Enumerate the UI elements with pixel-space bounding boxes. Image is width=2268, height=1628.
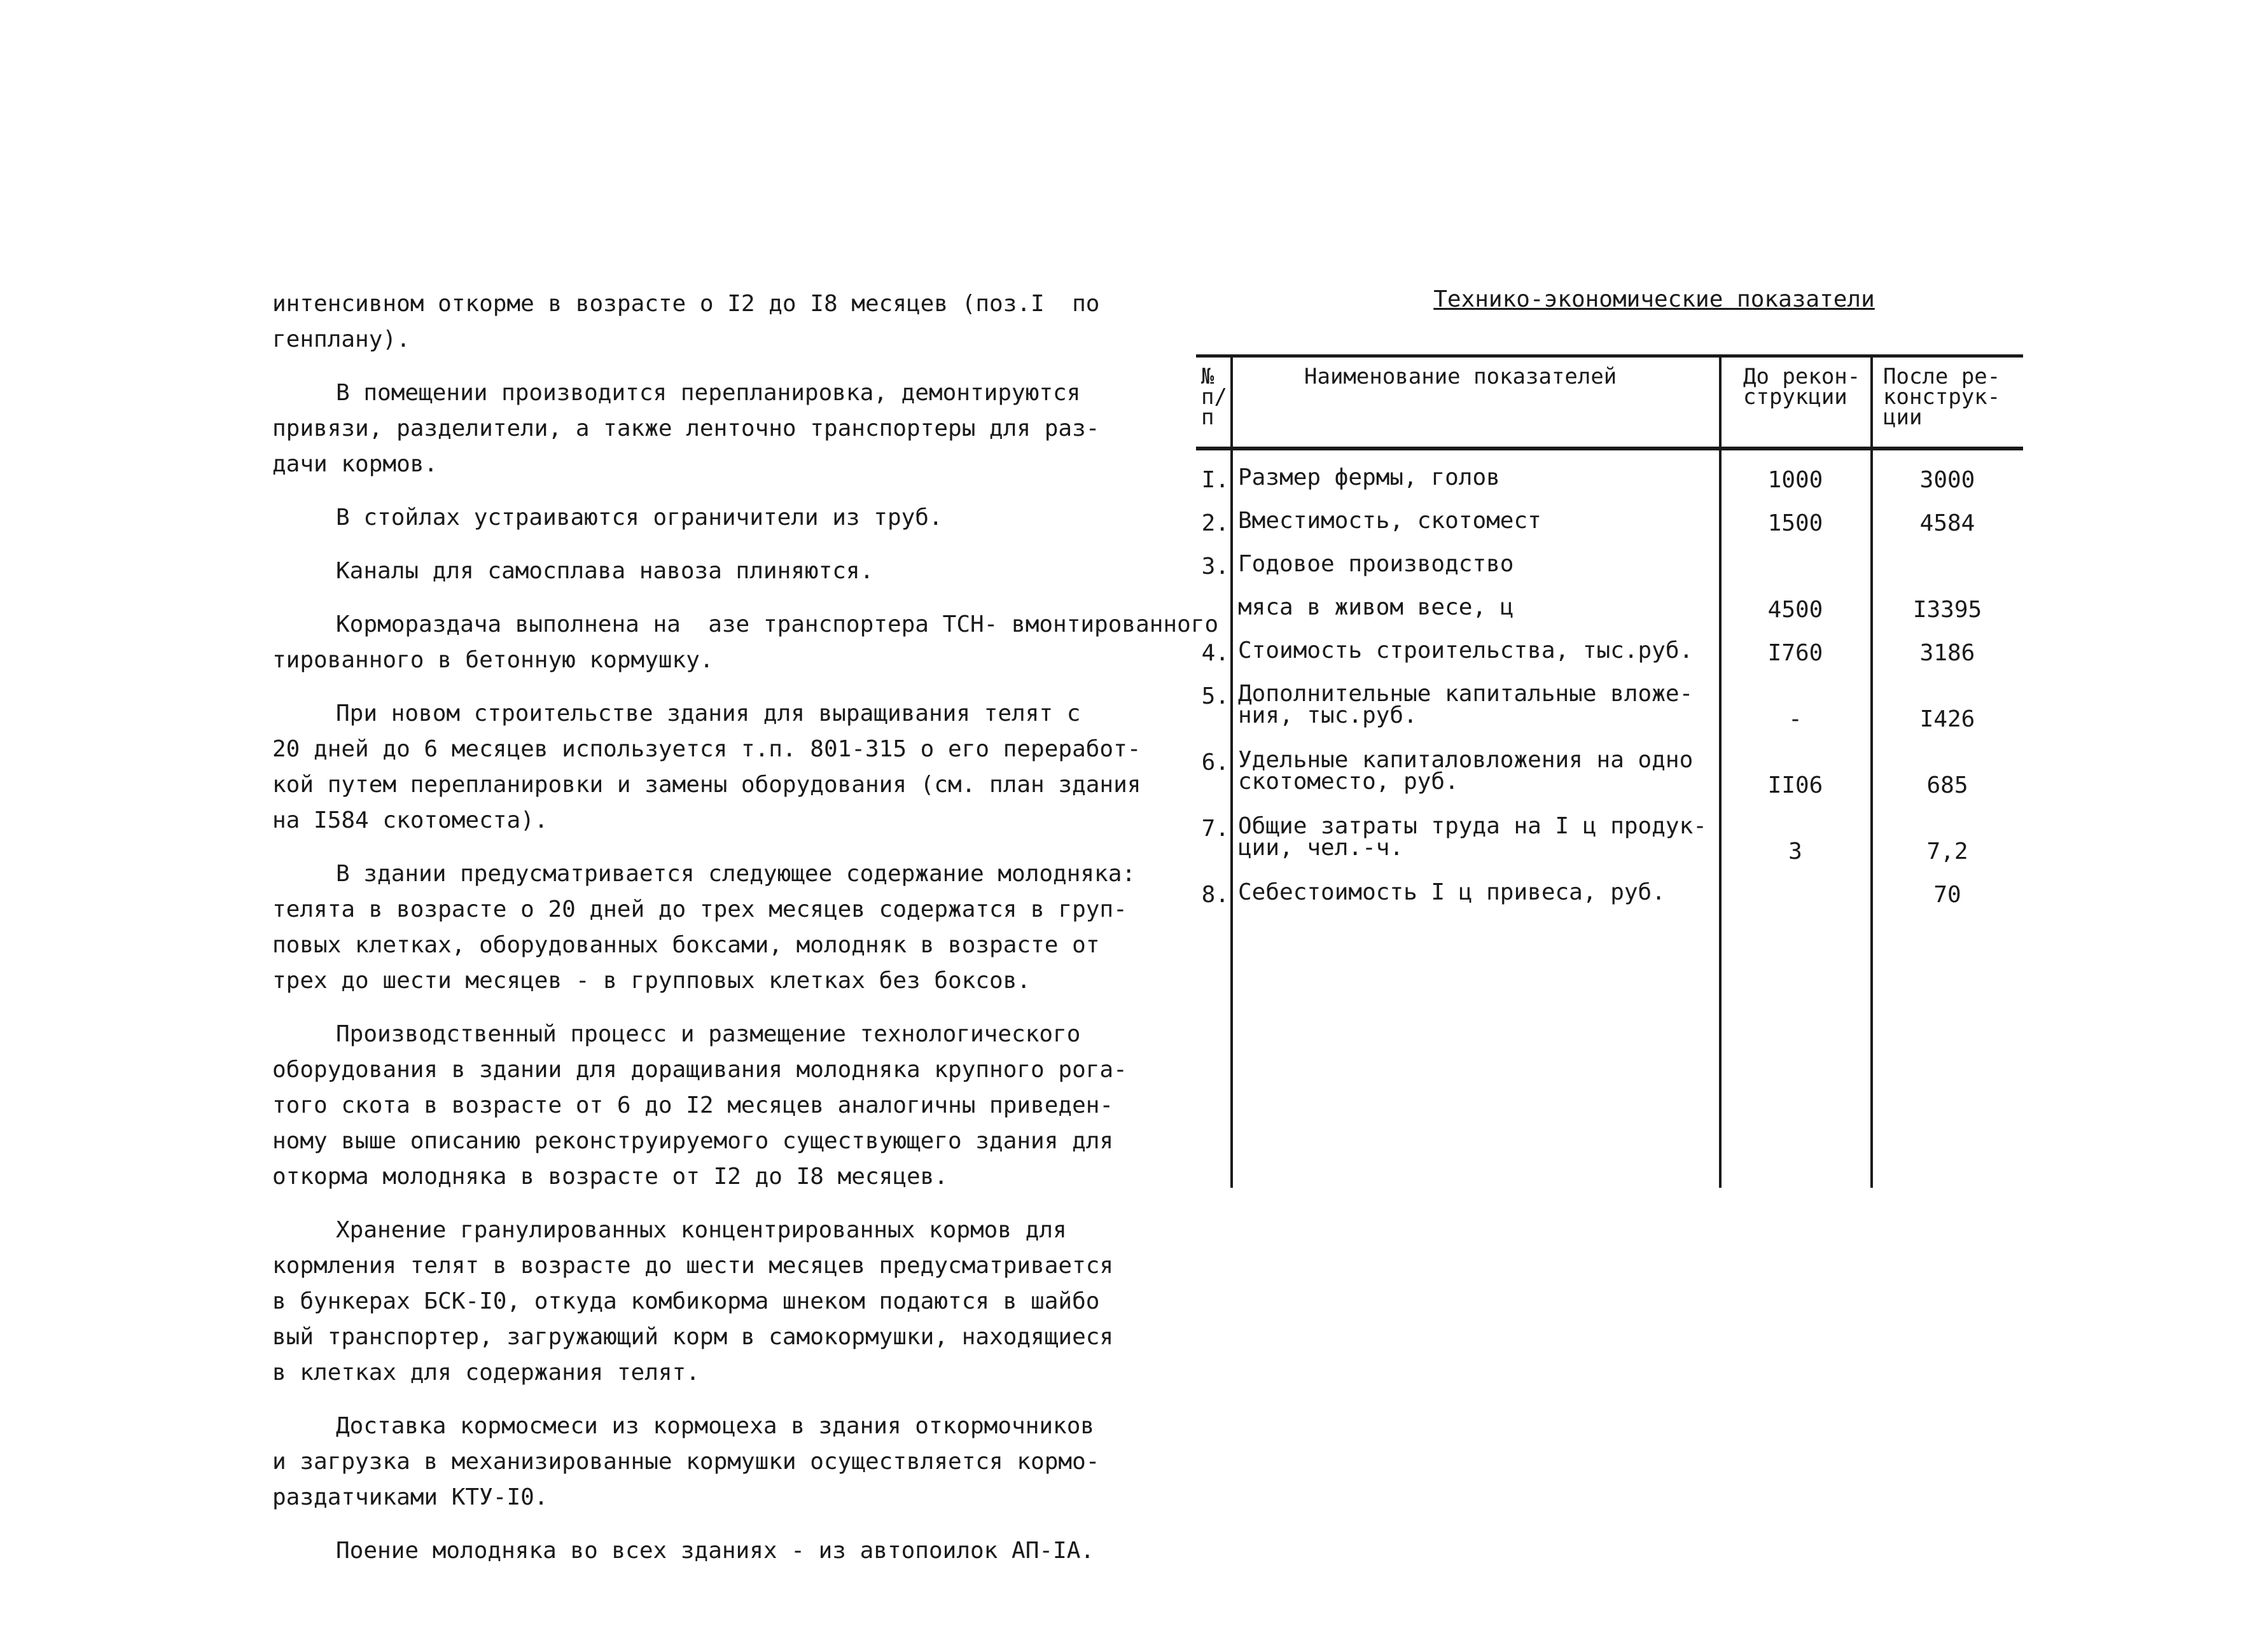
header-number: № п/п bbox=[1201, 364, 1227, 430]
paragraph bbox=[272, 607, 1219, 678]
table-row bbox=[1196, 501, 2023, 545]
text-line: привязи, разделители, а также ленточно транспортеры для раз- bbox=[272, 415, 1100, 442]
row-after-value: I3395 bbox=[1912, 597, 1982, 623]
paragraph bbox=[272, 375, 1100, 482]
text-line: Каналы для самосплава навоза плиняются. bbox=[336, 558, 874, 584]
text-line: кормления телят в возрасте до шести месяцев предусматривается bbox=[272, 1253, 1114, 1279]
indicators-table bbox=[1196, 354, 2023, 916]
table-header bbox=[1196, 354, 2023, 450]
row-before-value: 4500 bbox=[1767, 597, 1823, 623]
indicators-section bbox=[1196, 286, 2023, 916]
paragraph bbox=[272, 1017, 1127, 1195]
row-name: Удельные капиталовложения на одно скотоместо, руб. bbox=[1238, 747, 1694, 795]
text-line: и загрузка в механизированные кормушки осуществляется кормо- bbox=[272, 1449, 1100, 1475]
row-before-value: II06 bbox=[1767, 772, 1823, 798]
text-line: в бункерах БСК-I0, откуда комбикорма шнеком подаются в шайбо bbox=[272, 1288, 1100, 1314]
row-number: 8. bbox=[1201, 882, 1229, 908]
text-line: кой путем перепланировки и замены оборудования (см. план здания bbox=[272, 772, 1141, 798]
table-body bbox=[1196, 450, 2023, 916]
text-line: ному выше описанию реконструируемого существующего здания для bbox=[272, 1128, 1114, 1154]
text-line: трех до шести месяцев - в групповых клетках без боксов. bbox=[272, 968, 1031, 994]
table-row bbox=[1196, 545, 2023, 588]
text-line: в клетках для содержания телят. bbox=[272, 1360, 700, 1386]
text-line: телята в возрасте о 20 дней до трех месяцев содержатся в груп- bbox=[272, 896, 1127, 922]
row-before-value: - bbox=[1788, 706, 1802, 732]
header-name: Наименование показателей bbox=[1304, 364, 1617, 389]
row-after-value: I426 bbox=[1919, 706, 1975, 732]
text-line: откорма молодняка в возрасте от I2 до I8 месяцев. bbox=[272, 1164, 949, 1190]
row-number: 5. bbox=[1201, 683, 1229, 709]
paragraph bbox=[272, 553, 1087, 589]
text-line: на I584 скотоместа). bbox=[272, 807, 548, 833]
paragraph bbox=[272, 1533, 1095, 1569]
text-line: раздатчиками КТУ-I0. bbox=[272, 1484, 548, 1510]
text-line: В здании предусматривается следующее содержание молодняка: bbox=[336, 861, 1136, 887]
row-after-value: 3186 bbox=[1919, 640, 1975, 666]
text-line: Хранение гранулированных концентрированных кормов для bbox=[336, 1217, 1067, 1243]
text-line: оборудования в здании для доращивания молодняка крупного рога- bbox=[272, 1057, 1127, 1083]
row-number: 3. bbox=[1201, 553, 1229, 580]
text-line: В стойлах устраиваются ограничители из труб. bbox=[336, 504, 943, 531]
text-line: вый транспортер, загружающий корм в самокормушки, находящиеся bbox=[272, 1324, 1114, 1350]
row-number: 7. bbox=[1201, 816, 1229, 842]
row-name: Себестоимость I ц привеса, руб. bbox=[1238, 879, 1666, 905]
text-line: тированного в бетонную кормушку. bbox=[272, 647, 714, 673]
row-name: Годовое производство bbox=[1238, 551, 1514, 577]
row-name: мяса в живом весе, ц bbox=[1238, 594, 1514, 620]
text-line: Доставка кормосмеси из кормоцеха в здания откормочников bbox=[336, 1413, 1095, 1439]
text-line: В помещении производится перепланировка, демонтируются bbox=[336, 380, 1081, 406]
text-line: генплану). bbox=[272, 326, 410, 352]
row-number: 2. bbox=[1201, 510, 1229, 536]
row-after-value: 4584 bbox=[1919, 510, 1975, 536]
text-line: Поение молодняка во всех зданиях - из автопоилок АП-IA. bbox=[336, 1538, 1095, 1564]
row-before-value: 3 bbox=[1788, 838, 1802, 865]
paragraph bbox=[272, 696, 1141, 838]
paragraph bbox=[272, 500, 1087, 536]
row-name: Общие затраты труда на I ц продук-ции, чел.-ч. bbox=[1238, 813, 1707, 861]
header-before: До рекон-струкции bbox=[1743, 364, 1861, 410]
table-row bbox=[1196, 458, 2023, 501]
row-name: Стоимость строительства, тыс.руб. bbox=[1238, 637, 1694, 664]
row-after-value: 685 bbox=[1926, 772, 1968, 798]
table-title: Технико-экономические показатели bbox=[1433, 286, 1875, 312]
row-name: Дополнительные капитальные вложе-ния, тыс.руб. bbox=[1238, 681, 1694, 728]
row-number: I. bbox=[1201, 467, 1229, 493]
text-line: При новом строительстве здания для выращивания телят с bbox=[336, 700, 1081, 727]
row-before-value: I760 bbox=[1767, 640, 1823, 666]
row-before-value: 1000 bbox=[1767, 467, 1823, 493]
row-number: 4. bbox=[1201, 640, 1229, 666]
text-line: Производственный процесс и размещение технологического bbox=[336, 1021, 1081, 1047]
row-after-value: 70 bbox=[1933, 882, 1961, 908]
table-row bbox=[1196, 741, 2023, 807]
paragraph bbox=[272, 1409, 1100, 1515]
header-after: После ре-конструк-ции bbox=[1883, 364, 2001, 430]
table-row bbox=[1196, 674, 2023, 741]
table-row bbox=[1196, 588, 2023, 631]
text-line: интенсивном откорме в возрасте о I2 до I8 месяцев (поз.I по bbox=[272, 291, 1100, 317]
text-line: дачи кормов. bbox=[272, 451, 438, 477]
text-line: повых клетках, оборудованных боксами, молодняк в возрасте от bbox=[272, 932, 1100, 958]
row-number: 6. bbox=[1201, 749, 1229, 776]
table-row bbox=[1196, 631, 2023, 674]
table-row bbox=[1196, 807, 2023, 873]
text-line: Кормораздача выполнена на азе транспортера ТСН- вмонтированного bbox=[336, 611, 1219, 637]
row-after-value: 3000 bbox=[1919, 467, 1975, 493]
paragraph bbox=[272, 286, 1100, 358]
text-line: 20 дней до 6 месяцев используется т.п. 801-315 о его переработ- bbox=[272, 736, 1141, 762]
paragraph bbox=[272, 856, 1136, 999]
row-before-value: 1500 bbox=[1767, 510, 1823, 536]
row-after-value: 7,2 bbox=[1926, 838, 1968, 865]
text-line: того скота в возрасте от 6 до I2 месяцев аналогичны приведен- bbox=[272, 1092, 1114, 1118]
row-name: Размер фермы, голов bbox=[1238, 464, 1500, 490]
table-row bbox=[1196, 873, 2023, 916]
row-name: Вместимость, скотомест bbox=[1238, 508, 1541, 534]
paragraph bbox=[272, 1213, 1114, 1391]
